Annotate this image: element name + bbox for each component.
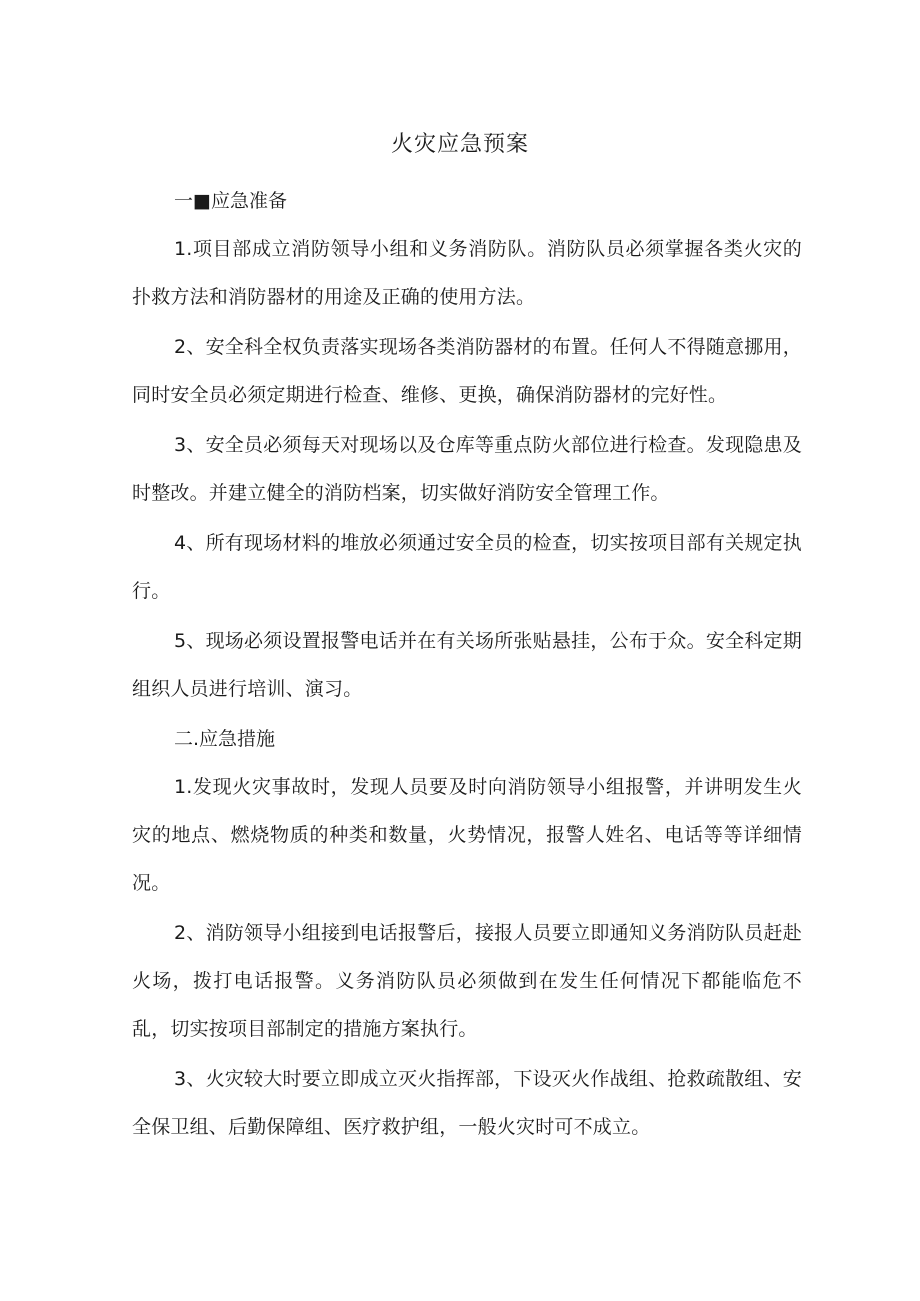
paragraph-preparation-4: 4、所有现场材料的堆放必须通过安全员的检查，切实按项目部有关规定执行。 [132,532,802,602]
paragraph-preparation-5: 5、现场必须设置报警电话并在有关场所张贴悬挂，公布于众。安全科定期组织人员进行培训、演习。 [132,630,802,700]
document-body [132,177,802,1153]
paragraph-preparation-3: 3、安全员必须每天对现场以及仓库等重点防火部位进行检查。发现隐患及时整改。并建立健全的消防档案，切实做好消防安全管理工作。 [132,434,802,504]
document-title: 火灾应急预案 [390,132,529,157]
paragraph-preparation-2: 2、安全科全权负责落实现场各类消防器材的布置。任何人不得随意挪用，同时安全员必须定期进行检查、维修、更换，确保消防器材的完好性。 [132,336,802,406]
paragraph-measures-2: 2、消防领导小组接到电话报警后，接报人员要立即通知义务消防队员赶赴火场，拨打电话报警。义务消防队员必须做到在发生任何情况下都能临危不乱，切实按项目部制定的措施方案执行。 [132,922,802,1040]
section-heading-preparation: 一■应急准备 [174,190,287,212]
paragraph-measures-1: 1.发现火灾事故时，发现人员要及时向消防领导小组报警，并讲明发生火灾的地点、燃烧物质的种类和数量，火势情况，报警人姓名、电话等等详细情况。 [132,776,802,894]
section-heading-measures: 二.应急措施 [174,728,276,750]
paragraph-measures-3: 3、火灾较大时要立即成立灭火指挥部，下设灭火作战组、抢救疏散组、安全保卫组、后勤保障组、医疗救护组，一般火灾时可不成立。 [132,1068,802,1138]
paragraph-preparation-1: 1.项目部成立消防领导小组和义务消防队。消防队员必须掌握各类火灾的扑救方法和消防器材的用途及正确的使用方法。 [132,238,802,308]
